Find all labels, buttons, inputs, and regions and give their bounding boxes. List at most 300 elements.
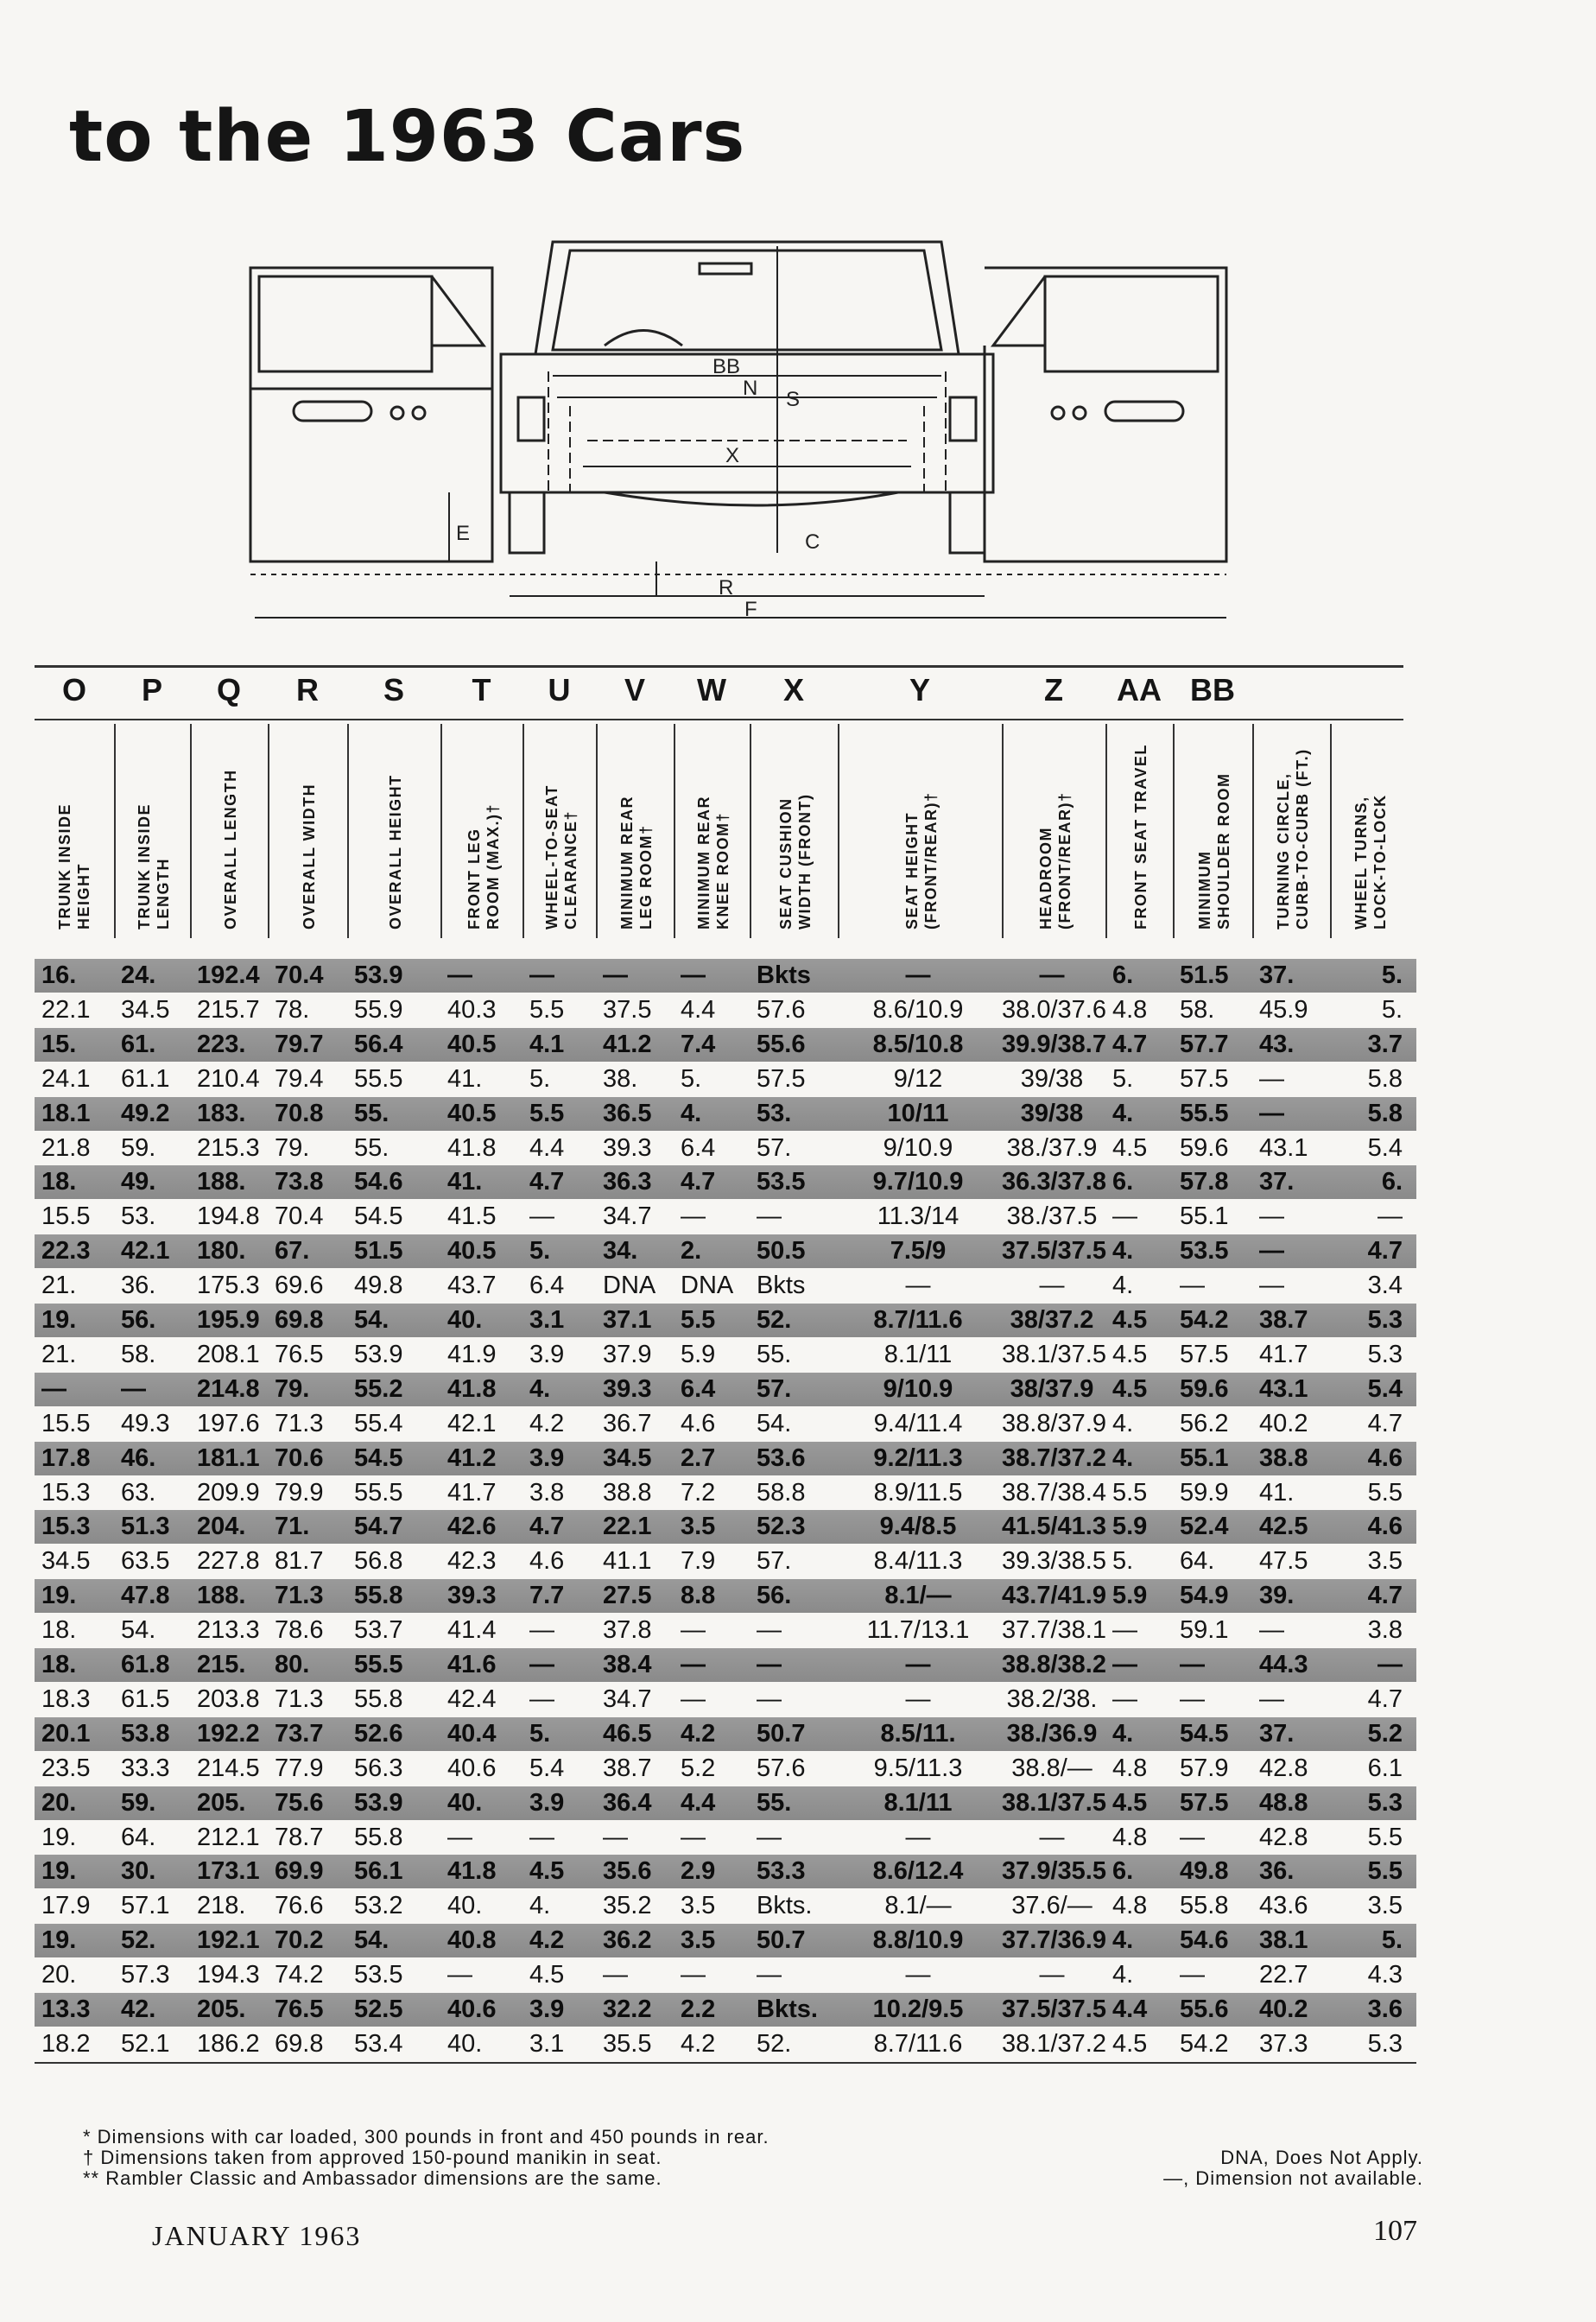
table-cell: 10.2/9.5 bbox=[872, 1995, 964, 2023]
table-cell: 37. bbox=[1259, 1168, 1295, 1196]
table-cell: 3.1 bbox=[529, 1306, 565, 1334]
table-cell: 18. bbox=[41, 1168, 77, 1196]
table-cell: 38.8/37.9 bbox=[1002, 1409, 1106, 1437]
table-row bbox=[35, 1958, 1416, 1992]
table-cell: 53. bbox=[757, 1099, 792, 1127]
diagram-label-n: N bbox=[743, 377, 758, 400]
table-cell: 76.5 bbox=[275, 1340, 324, 1368]
table-cell: 18.1 bbox=[41, 1099, 91, 1127]
table-cell: 56.8 bbox=[354, 1547, 403, 1576]
table-cell: 36.4 bbox=[603, 1788, 652, 1817]
table-cell: 223. bbox=[197, 1030, 246, 1058]
table-cell: 8.6/12.4 bbox=[872, 1857, 964, 1886]
table-cell: 8.5/10.8 bbox=[872, 1030, 964, 1058]
table-cell: 73.7 bbox=[275, 1719, 324, 1748]
table-cell: 3.4 bbox=[1367, 1272, 1403, 1300]
table-cell: 41.9 bbox=[447, 1340, 497, 1368]
table-cell: 4.4 bbox=[681, 1788, 716, 1817]
diagram-label-c: C bbox=[805, 530, 820, 554]
column-header bbox=[35, 724, 114, 938]
table-cell: 38.1/37.2 bbox=[1002, 2029, 1106, 2058]
table-cell: — bbox=[529, 1651, 554, 1678]
table-cell: 78. bbox=[275, 995, 310, 1024]
table-cell: 2.2 bbox=[681, 1995, 716, 2023]
table-cell: 181.1 bbox=[197, 1443, 260, 1472]
table-cell: — bbox=[1378, 1202, 1403, 1231]
table-row bbox=[35, 1063, 1416, 1096]
table-cell: 8.1/— bbox=[884, 1892, 952, 1920]
table-cell: — bbox=[905, 1961, 931, 1989]
table-cell: 79.4 bbox=[275, 1064, 324, 1093]
table-cell: 6. bbox=[1112, 1168, 1134, 1196]
table-cell: Bkts. bbox=[757, 1892, 813, 1920]
table-cell: 57.8 bbox=[1180, 1168, 1229, 1196]
table-cell: — bbox=[681, 1684, 706, 1713]
table-cell: 17.8 bbox=[41, 1443, 91, 1472]
table-cell: — bbox=[905, 1272, 931, 1300]
table-cell: 2.9 bbox=[681, 1857, 716, 1886]
column-header-label: TRUNK INSIDE LENGTH bbox=[136, 803, 172, 929]
table-cell: 4. bbox=[1112, 1272, 1134, 1300]
table-cell: 57.1 bbox=[121, 1892, 170, 1920]
table-cell: 70.4 bbox=[275, 961, 324, 989]
table-cell: 21. bbox=[41, 1272, 77, 1300]
table-cell: 8.1/11 bbox=[884, 1788, 953, 1817]
table-cell: 54.6 bbox=[354, 1168, 403, 1196]
column-letter: X bbox=[782, 672, 804, 707]
table-cell: 9/12 bbox=[893, 1064, 943, 1093]
table-cell: 3.1 bbox=[529, 2029, 565, 2058]
table-cell: 55.5 bbox=[354, 1651, 403, 1678]
table-cell: — bbox=[1112, 1616, 1137, 1645]
table-cell: 59.9 bbox=[1180, 1478, 1229, 1507]
table-cell: 214.5 bbox=[197, 1754, 260, 1782]
table-cell: 3.5 bbox=[681, 1892, 716, 1920]
table-cell: 55.1 bbox=[1180, 1202, 1229, 1231]
table-cell: 6. bbox=[1381, 1168, 1403, 1196]
table-cell: 53.6 bbox=[757, 1443, 806, 1472]
table-cell: 3.5 bbox=[1367, 1547, 1403, 1576]
table-cell: 53.5 bbox=[757, 1168, 806, 1196]
column-header bbox=[190, 724, 269, 938]
table-cell: 4.4 bbox=[1112, 1995, 1148, 2023]
table-cell: — bbox=[1039, 961, 1065, 989]
column-letter: AA bbox=[1117, 672, 1162, 707]
table-cell: 8.7/11.6 bbox=[873, 2029, 963, 2058]
table-cell: — bbox=[1259, 1064, 1284, 1093]
table-cell: 45.9 bbox=[1259, 995, 1308, 1024]
table-cell: 63. bbox=[121, 1478, 156, 1507]
table-cell: 42.4 bbox=[447, 1684, 497, 1713]
table-cell: 6.4 bbox=[681, 1133, 716, 1162]
table-cell: — bbox=[905, 1823, 931, 1851]
table-cell: 38.7/38.4 bbox=[1002, 1478, 1106, 1507]
table-cell: 5.5 bbox=[681, 1306, 716, 1334]
table-cell: 38.1/37.5 bbox=[1002, 1788, 1106, 1817]
table-cell: 57.6 bbox=[757, 1754, 806, 1782]
table-cell: 39/38 bbox=[1020, 1099, 1084, 1127]
table-cell: 3.8 bbox=[1367, 1616, 1403, 1645]
table-cell: 37.7/38.1 bbox=[1002, 1616, 1106, 1645]
table-cell: 61.5 bbox=[121, 1684, 170, 1713]
column-letter: BB bbox=[1190, 672, 1235, 707]
table-cell: 57.5 bbox=[1180, 1788, 1229, 1817]
table-cell: 8.9/11.5 bbox=[873, 1478, 963, 1507]
table-cell: — bbox=[447, 1823, 472, 1851]
table-cell: 4. bbox=[1112, 1926, 1134, 1955]
table-row bbox=[35, 1752, 1416, 1786]
table-cell: — bbox=[1259, 1272, 1284, 1300]
table-cell: 34. bbox=[603, 1237, 638, 1266]
table-cell: 22.1 bbox=[41, 995, 91, 1024]
table-cell: 55.8 bbox=[354, 1684, 403, 1713]
table-cell: 76.5 bbox=[275, 1995, 324, 2023]
table-cell: 54.5 bbox=[354, 1202, 403, 1231]
table-cell: 42.1 bbox=[121, 1237, 170, 1266]
table-cell: 4.5 bbox=[1112, 1133, 1148, 1162]
table-cell: 55. bbox=[757, 1788, 792, 1817]
table-cell: 51.5 bbox=[354, 1237, 403, 1266]
table-cell: 4.8 bbox=[1112, 1892, 1148, 1920]
table-cell: 4.5 bbox=[529, 1857, 565, 1886]
table-cell: 8.6/10.9 bbox=[872, 995, 964, 1024]
table-cell: 4.8 bbox=[1112, 1754, 1148, 1782]
table-row bbox=[35, 2027, 1416, 2061]
table-cell: 195.9 bbox=[197, 1306, 260, 1334]
table-cell: 55.5 bbox=[1180, 1099, 1229, 1127]
table-cell: 4.5 bbox=[1112, 1374, 1148, 1403]
table-cell: 4.7 bbox=[1112, 1030, 1148, 1058]
table-cell: 13.3 bbox=[41, 1995, 91, 2023]
table-cell: 70.2 bbox=[275, 1926, 324, 1955]
table-cell: 52. bbox=[121, 1926, 156, 1955]
table-cell: 188. bbox=[197, 1168, 246, 1196]
table-cell: 40.2 bbox=[1259, 1995, 1308, 2023]
table-cell: 4.4 bbox=[529, 1133, 565, 1162]
table-cell: 56.3 bbox=[354, 1754, 403, 1782]
table-cell: 37.8 bbox=[603, 1616, 652, 1645]
column-header-label: FRONT LEG ROOM (MAX.)† bbox=[465, 803, 502, 929]
table-cell: 3.9 bbox=[529, 1340, 565, 1368]
table-cell: 186.2 bbox=[197, 2029, 260, 2058]
table-cell: — bbox=[1180, 1961, 1205, 1989]
table-cell: 41. bbox=[1259, 1478, 1295, 1507]
car-rear-view-diagram bbox=[242, 233, 1235, 626]
column-header bbox=[440, 724, 524, 938]
table-cell: 35.5 bbox=[603, 2029, 652, 2058]
table-cell: 39.9/38.7 bbox=[1002, 1030, 1106, 1058]
table-cell: 4.2 bbox=[681, 2029, 716, 2058]
table-cell: 215.3 bbox=[197, 1133, 260, 1162]
table-row bbox=[35, 959, 1416, 993]
table-cell: 41.7 bbox=[447, 1478, 497, 1507]
table-cell: 41.2 bbox=[447, 1443, 497, 1472]
table-cell: — bbox=[757, 1961, 782, 1989]
table-cell: 71. bbox=[275, 1513, 310, 1541]
table-cell: 38. bbox=[603, 1064, 638, 1093]
table-cell: 40. bbox=[447, 1306, 483, 1334]
table-cell: 5.5 bbox=[529, 995, 565, 1024]
table-cell: 205. bbox=[197, 1788, 246, 1817]
table-cell: 36.5 bbox=[603, 1099, 652, 1127]
table-cell: 4.8 bbox=[1112, 995, 1148, 1024]
table-cell: 55.8 bbox=[354, 1823, 403, 1851]
table-cell: 58. bbox=[121, 1340, 156, 1368]
table-cell: 57.3 bbox=[121, 1961, 170, 1989]
table-cell: 209.9 bbox=[197, 1478, 260, 1507]
table-cell: 16. bbox=[41, 961, 77, 989]
table-cell: 59.1 bbox=[1180, 1616, 1229, 1645]
table-cell: 4.6 bbox=[529, 1547, 565, 1576]
table-cell: — bbox=[529, 1616, 554, 1645]
table-cell: 41.1 bbox=[603, 1547, 652, 1576]
diagram-label-f: F bbox=[744, 598, 757, 621]
table-cell: 5.9 bbox=[1112, 1513, 1148, 1541]
table-row bbox=[35, 1614, 1416, 1647]
column-header-label: TURNING CIRCLE, CURB-TO-CURB (FT.) bbox=[1275, 748, 1311, 929]
table-cell: 3.9 bbox=[529, 1788, 565, 1817]
table-cell: 37. bbox=[1259, 1719, 1295, 1748]
table-row bbox=[35, 1234, 1416, 1268]
table-cell: 3.9 bbox=[529, 1443, 565, 1472]
column-header-label: WHEEL-TO-SEAT CLEARANCE† bbox=[542, 784, 580, 929]
table-cell: 218. bbox=[197, 1892, 246, 1920]
table-cell: 192.1 bbox=[197, 1926, 260, 1955]
table-cell: 34.5 bbox=[121, 995, 170, 1024]
table-cell: 55.8 bbox=[354, 1582, 403, 1610]
table-cell: 56.4 bbox=[354, 1030, 403, 1058]
table-cell: 5.5 bbox=[1112, 1478, 1148, 1507]
table-cell: 38.8/38.2 bbox=[1002, 1651, 1106, 1678]
table-cell: 64. bbox=[1180, 1547, 1215, 1576]
table-cell: 38.7 bbox=[1259, 1306, 1308, 1334]
footnote-3: ** Rambler Classic and Ambassador dimensions are the same. bbox=[83, 2167, 662, 2189]
table-cell: 79.9 bbox=[275, 1478, 324, 1507]
table-cell: 40.2 bbox=[1259, 1409, 1308, 1437]
table-cell: 40. bbox=[447, 1788, 483, 1817]
column-header bbox=[1173, 724, 1254, 938]
table-cell: 9/10.9 bbox=[883, 1374, 953, 1403]
table-cell: — bbox=[1180, 1651, 1205, 1678]
issue-date: JANUARY 1963 bbox=[152, 2220, 362, 2251]
table-cell: 5.4 bbox=[529, 1754, 565, 1782]
table-cell: 4.4 bbox=[681, 995, 716, 1024]
table-cell: 59. bbox=[121, 1133, 156, 1162]
table-cell: 35.6 bbox=[603, 1857, 652, 1886]
column-letter: P bbox=[141, 672, 162, 707]
table-cell: 5.5 bbox=[1367, 1478, 1403, 1507]
table-cell: 38.0/37.6 bbox=[1002, 995, 1106, 1024]
table-cell: 22.1 bbox=[603, 1513, 652, 1541]
table-cell: 6.4 bbox=[681, 1374, 716, 1403]
column-header bbox=[750, 724, 839, 938]
table-cell: 4.2 bbox=[681, 1719, 716, 1748]
table-cell: 4.7 bbox=[1367, 1582, 1403, 1610]
table-cell: 41.8 bbox=[447, 1133, 497, 1162]
column-letter: Q bbox=[216, 672, 241, 707]
table-cell: 75.6 bbox=[275, 1788, 324, 1817]
table-cell: — bbox=[905, 1684, 931, 1713]
table-cell: 63.5 bbox=[121, 1547, 170, 1576]
column-letter: S bbox=[383, 672, 404, 707]
table-cell: 4.5 bbox=[1112, 1306, 1148, 1334]
table-cell: Bkts bbox=[757, 961, 811, 989]
table-cell: 55.6 bbox=[1180, 1995, 1229, 2023]
table-cell: 53.4 bbox=[354, 2029, 403, 2058]
table-cell: — bbox=[1039, 1961, 1065, 1989]
table-cell: 40.5 bbox=[447, 1237, 497, 1266]
table-cell: 49.3 bbox=[121, 1409, 170, 1437]
table-cell: 4.5 bbox=[529, 1961, 565, 1989]
diagram-label-bb: BB bbox=[712, 355, 741, 378]
table-cell: 215.7 bbox=[197, 995, 260, 1024]
table-cell: 54. bbox=[354, 1926, 390, 1955]
table-cell: 56.1 bbox=[354, 1857, 403, 1886]
column-letter: Y bbox=[909, 672, 930, 707]
table-cell: 20.1 bbox=[41, 1719, 91, 1748]
table-cell: 22.3 bbox=[41, 1237, 91, 1266]
column-letter: V bbox=[624, 672, 645, 707]
table-cell: — bbox=[757, 1202, 782, 1231]
table-cell: 78.7 bbox=[275, 1823, 324, 1851]
table-cell: 11.3/14 bbox=[877, 1202, 960, 1231]
table-cell: 40.6 bbox=[447, 1754, 497, 1782]
diagram-label-s: S bbox=[786, 388, 801, 411]
table-cell: 18. bbox=[41, 1616, 77, 1645]
table-cell: 38.4 bbox=[603, 1651, 652, 1678]
table-cell: 54. bbox=[354, 1306, 390, 1334]
table-row bbox=[35, 1132, 1416, 1165]
column-header-label: MINIMUM SHOULDER ROOM bbox=[1196, 772, 1232, 929]
legend-dash: —, Dimension not available. bbox=[1163, 2167, 1423, 2189]
column-letters bbox=[35, 672, 1399, 715]
table-cell: 183. bbox=[197, 1099, 246, 1127]
table-cell: 15. bbox=[41, 1030, 77, 1058]
table-cell: — bbox=[757, 1823, 782, 1851]
table-cell: 3.6 bbox=[1367, 1995, 1403, 2023]
table-cell: — bbox=[681, 1651, 706, 1678]
table-row bbox=[35, 1097, 1416, 1131]
column-header-label: MINIMUM REAR KNEE ROOM† bbox=[695, 796, 732, 929]
table-cell: 5.2 bbox=[681, 1754, 716, 1782]
table-cell: — bbox=[1112, 1684, 1137, 1713]
table-row bbox=[35, 1510, 1416, 1544]
table-cell: 204. bbox=[197, 1513, 246, 1541]
diagram-label-x: X bbox=[725, 444, 740, 467]
table-cell: 41.6 bbox=[447, 1651, 497, 1678]
table-cell: 36.3 bbox=[603, 1168, 652, 1196]
table-cell: 15.3 bbox=[41, 1478, 91, 1507]
table-cell: — bbox=[1039, 1272, 1065, 1300]
table-cell: — bbox=[603, 961, 628, 989]
table-cell: 34.7 bbox=[603, 1684, 652, 1713]
table-cell: 15.3 bbox=[41, 1513, 91, 1541]
table-cell: — bbox=[1112, 1202, 1137, 1231]
table-cell: 53. bbox=[121, 1202, 156, 1231]
table-cell: 71.3 bbox=[275, 1582, 324, 1610]
table-cell: 53.9 bbox=[354, 961, 403, 989]
table-cell: 5.9 bbox=[681, 1340, 716, 1368]
table-cell: 55.5 bbox=[354, 1478, 403, 1507]
table-cell: 40.4 bbox=[447, 1719, 497, 1748]
table-cell: 37. bbox=[1259, 961, 1295, 989]
table-cell: 73.8 bbox=[275, 1168, 324, 1196]
table-cell: 208.1 bbox=[197, 1340, 260, 1368]
table-row bbox=[35, 1165, 1416, 1199]
table-cell: 53.9 bbox=[354, 1340, 403, 1368]
table-cell: 51.3 bbox=[121, 1513, 170, 1541]
column-header bbox=[114, 724, 192, 938]
table-cell: 79. bbox=[275, 1374, 310, 1403]
table-cell: 37.9/35.5 bbox=[1002, 1857, 1106, 1886]
table-cell: 36. bbox=[1259, 1857, 1295, 1886]
table-cell: 54.7 bbox=[354, 1513, 403, 1541]
table-cell: 194.3 bbox=[197, 1961, 260, 1989]
table-cell: 57.6 bbox=[757, 995, 806, 1024]
table-cell: 4.7 bbox=[681, 1168, 716, 1196]
table-cell: 71.3 bbox=[275, 1409, 324, 1437]
table-cell: 4. bbox=[1112, 1443, 1134, 1472]
table-cell: — bbox=[529, 961, 554, 989]
table-cell: DNA bbox=[603, 1272, 656, 1300]
table-cell: 38.8/— bbox=[1011, 1754, 1092, 1782]
table-cell: 49. bbox=[121, 1168, 156, 1196]
table-cell: 39.3 bbox=[603, 1133, 652, 1162]
table-cell: 41.7 bbox=[1259, 1340, 1308, 1368]
table-cell: 36.3/37.8 bbox=[1002, 1168, 1106, 1196]
table-cell: 38.1/37.5 bbox=[1002, 1340, 1106, 1368]
table-cell: 5. bbox=[1112, 1547, 1134, 1576]
table-cell: 33.3 bbox=[121, 1754, 170, 1782]
table-cell: 6. bbox=[1112, 961, 1134, 989]
table-cell: 53.9 bbox=[354, 1788, 403, 1817]
table-cell: 70.8 bbox=[275, 1099, 324, 1127]
table-cell: 38.2/38. bbox=[1006, 1684, 1098, 1713]
table-cell: 4.5 bbox=[1112, 1340, 1148, 1368]
table-cell: 4. bbox=[1112, 1719, 1134, 1748]
table-cell: 18. bbox=[41, 1651, 77, 1678]
table-row bbox=[35, 1269, 1416, 1303]
table-cell: 4.6 bbox=[1367, 1513, 1403, 1541]
table-cell: 50.7 bbox=[757, 1719, 806, 1748]
column-header bbox=[596, 724, 675, 938]
table-cell: 42.3 bbox=[447, 1547, 497, 1576]
table-cell: 37.9 bbox=[603, 1340, 652, 1368]
table-cell: 5. bbox=[1381, 995, 1403, 1024]
table-cell: 44.3 bbox=[1259, 1651, 1308, 1678]
table-cell: 8.7/11.6 bbox=[873, 1306, 963, 1334]
column-letter: O bbox=[61, 672, 86, 707]
table-cell: 9.4/8.5 bbox=[879, 1513, 957, 1541]
table-cell: — bbox=[681, 1616, 706, 1645]
table-cell: 41.5/41.3 bbox=[1002, 1513, 1106, 1541]
table-cell: 8.1/11 bbox=[884, 1340, 953, 1368]
table-cell: 42.1 bbox=[447, 1409, 497, 1437]
table-cell: 55.9 bbox=[354, 995, 403, 1024]
table-cell: 5.4 bbox=[1367, 1374, 1403, 1403]
table-cell: 53.2 bbox=[354, 1892, 403, 1920]
table-cell: 4.6 bbox=[1367, 1443, 1403, 1472]
footnotes bbox=[83, 2127, 770, 2189]
table-cell: 9.2/11.3 bbox=[873, 1443, 963, 1472]
column-letter: R bbox=[296, 672, 319, 707]
table-cell: 54.5 bbox=[1180, 1719, 1229, 1748]
table-cell: 80. bbox=[275, 1651, 310, 1678]
table-row bbox=[35, 1821, 1416, 1855]
table-cell: 43.7/41.9 bbox=[1002, 1582, 1106, 1610]
table-cell: 37.7/36.9 bbox=[1002, 1926, 1106, 1955]
table-cell: 39.3 bbox=[603, 1374, 652, 1403]
